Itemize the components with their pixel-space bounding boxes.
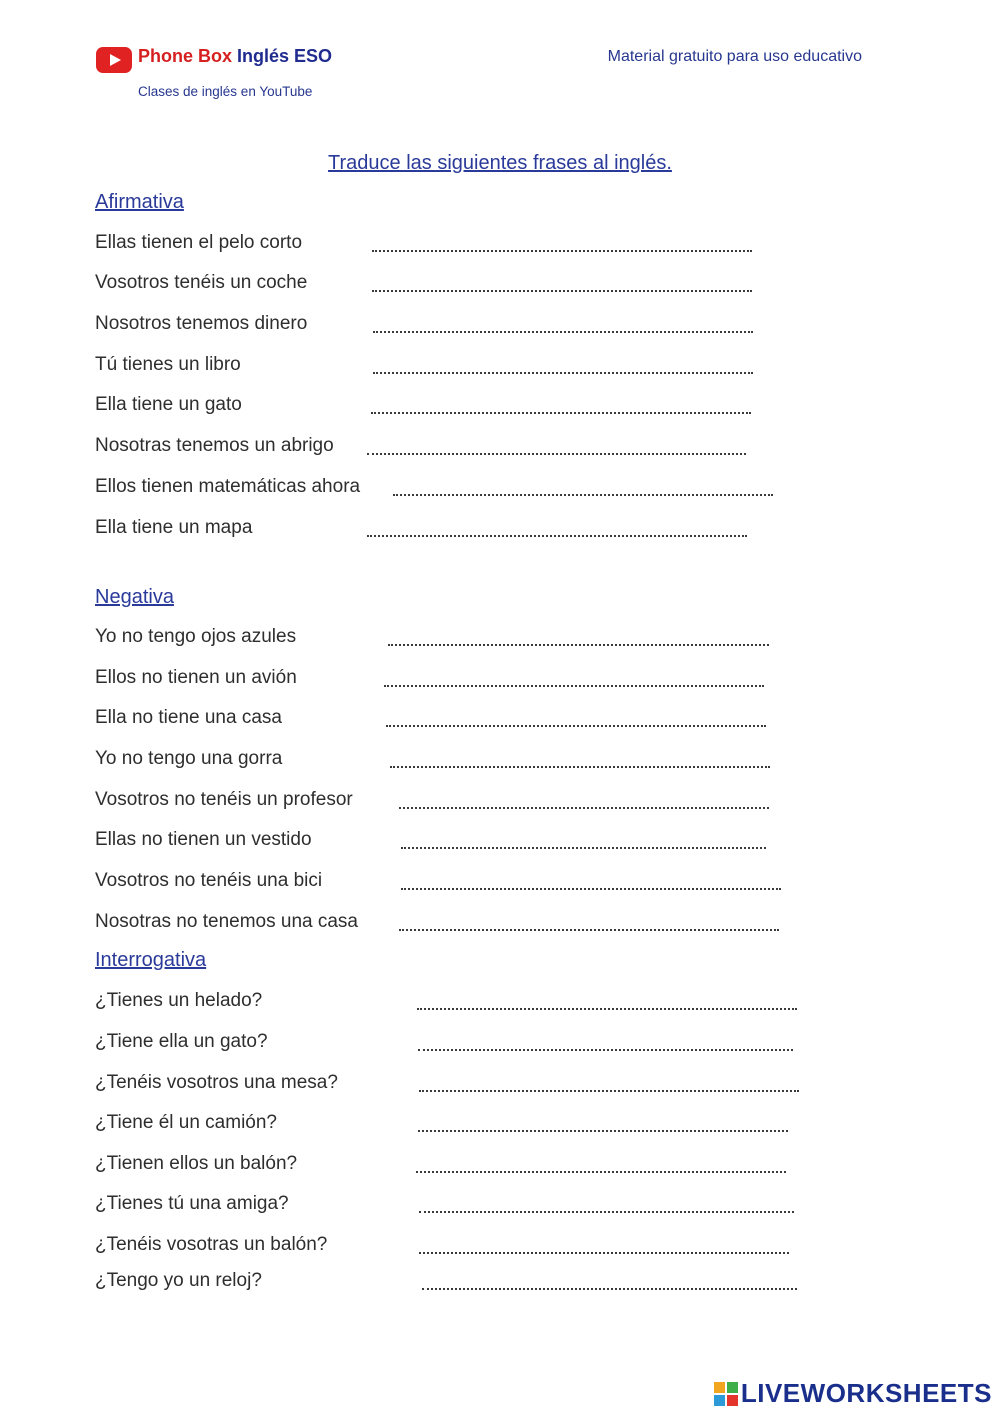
answer-blank[interactable] bbox=[399, 919, 779, 931]
phrase-text: ¿Tenéis vosotros una mesa? bbox=[95, 1072, 338, 1093]
brand-name-red: Phone Box bbox=[138, 46, 233, 66]
phrase-text: ¿Tienes tú una amiga? bbox=[95, 1193, 289, 1214]
phrase-text: Yo no tengo ojos azules bbox=[95, 626, 297, 647]
answer-blank[interactable] bbox=[422, 1278, 797, 1290]
exercise-row bbox=[0, 270, 1000, 298]
exercise-row bbox=[0, 433, 1000, 461]
exercise-row bbox=[0, 515, 1000, 543]
phrase-text: Nosotras no tenemos una casa bbox=[95, 911, 358, 932]
header-notice: Material gratuito para uso educativo bbox=[607, 48, 862, 65]
exercise-row bbox=[0, 1191, 1000, 1219]
phrase-text: Ella tiene un mapa bbox=[95, 517, 253, 538]
exercise-row bbox=[0, 868, 1000, 896]
section-heading-afirmativa: Afirmativa bbox=[95, 191, 184, 213]
answer-blank[interactable] bbox=[390, 756, 770, 768]
answer-blank[interactable] bbox=[371, 402, 751, 414]
phrase-text: Nosotros tenemos dinero bbox=[95, 313, 308, 334]
exercise-row bbox=[0, 746, 1000, 774]
answer-blank[interactable] bbox=[399, 797, 769, 809]
phrase-text: ¿Tenéis vosotras un balón? bbox=[95, 1234, 328, 1255]
phrase-text: Ellos no tienen un avión bbox=[95, 667, 297, 688]
answer-blank[interactable] bbox=[373, 362, 753, 374]
liveworksheets-logo bbox=[714, 1378, 992, 1409]
answer-blank[interactable] bbox=[419, 1080, 799, 1092]
answer-blank[interactable] bbox=[373, 321, 753, 333]
answer-blank[interactable] bbox=[417, 998, 797, 1010]
phrase-text: Tú tienes un libro bbox=[95, 354, 241, 375]
section-heading-interrogativa: Interrogativa bbox=[95, 949, 207, 971]
answer-blank[interactable] bbox=[384, 675, 764, 687]
answer-blank[interactable] bbox=[401, 837, 766, 849]
phrase-text: ¿Tienen ellos un balón? bbox=[95, 1153, 298, 1174]
phrase-text: Ella no tiene una casa bbox=[95, 707, 282, 728]
exercise-row bbox=[0, 665, 1000, 693]
liveworksheets-logo-icon bbox=[714, 1382, 738, 1406]
worksheet-title: Traduce las siguientes frases al inglés. bbox=[328, 152, 672, 174]
exercise-row bbox=[0, 230, 1000, 258]
exercise-row bbox=[0, 988, 1000, 1016]
phrase-text: Ellas no tienen un vestido bbox=[95, 829, 312, 850]
answer-blank[interactable] bbox=[367, 525, 747, 537]
exercise-row bbox=[0, 1268, 1000, 1296]
exercise-row bbox=[0, 311, 1000, 339]
phrase-text: ¿Tiene él un camión? bbox=[95, 1112, 278, 1133]
answer-blank[interactable] bbox=[419, 1242, 789, 1254]
exercise-row bbox=[0, 1029, 1000, 1057]
exercise-row bbox=[0, 624, 1000, 652]
phrase-text: Yo no tengo una gorra bbox=[95, 748, 283, 769]
phrase-text: Ellas tienen el pelo corto bbox=[95, 232, 303, 253]
exercise-row bbox=[0, 705, 1000, 733]
exercise-row bbox=[0, 392, 1000, 420]
answer-blank[interactable] bbox=[393, 484, 773, 496]
answer-blank[interactable] bbox=[419, 1201, 794, 1213]
phrase-text: Vosotros no tenéis un profesor bbox=[95, 789, 353, 810]
section-heading-negativa: Negativa bbox=[95, 586, 174, 608]
answer-blank[interactable] bbox=[418, 1039, 793, 1051]
exercise-row bbox=[0, 1232, 1000, 1260]
exercise-row bbox=[0, 1151, 1000, 1179]
exercise-row bbox=[0, 909, 1000, 937]
answer-blank[interactable] bbox=[401, 878, 781, 890]
phrase-text: Vosotros no tenéis una bici bbox=[95, 870, 323, 891]
phrase-text: ¿Tiene ella un gato? bbox=[95, 1031, 268, 1052]
brand-tagline: Clases de inglés en YouTube bbox=[138, 84, 313, 99]
youtube-icon bbox=[96, 47, 132, 73]
phrase-text: Nosotras tenemos un abrigo bbox=[95, 435, 334, 456]
exercise-row bbox=[0, 352, 1000, 380]
phrase-text: Ellos tienen matemáticas ahora bbox=[95, 476, 361, 497]
answer-blank[interactable] bbox=[372, 240, 752, 252]
brand-name-blue: Inglés ESO bbox=[237, 46, 333, 66]
exercise-row bbox=[0, 1110, 1000, 1138]
phrase-text: Vosotros tenéis un coche bbox=[95, 272, 308, 293]
phrase-text: Ella tiene un gato bbox=[95, 394, 242, 415]
brand-name bbox=[138, 46, 332, 67]
phrase-text: ¿Tengo yo un reloj? bbox=[95, 1270, 262, 1291]
answer-blank[interactable] bbox=[418, 1120, 788, 1132]
answer-blank[interactable] bbox=[416, 1161, 786, 1173]
exercise-row bbox=[0, 827, 1000, 855]
exercise-row bbox=[0, 1070, 1000, 1098]
liveworksheets-logo-text: LIVEWORKSHEETS bbox=[740, 1378, 992, 1408]
answer-blank[interactable] bbox=[367, 443, 746, 455]
phrase-text: ¿Tienes un helado? bbox=[95, 990, 263, 1011]
exercise-row bbox=[0, 474, 1000, 502]
answer-blank[interactable] bbox=[388, 634, 769, 646]
answer-blank[interactable] bbox=[372, 280, 752, 292]
exercise-row bbox=[0, 787, 1000, 815]
answer-blank[interactable] bbox=[386, 715, 766, 727]
